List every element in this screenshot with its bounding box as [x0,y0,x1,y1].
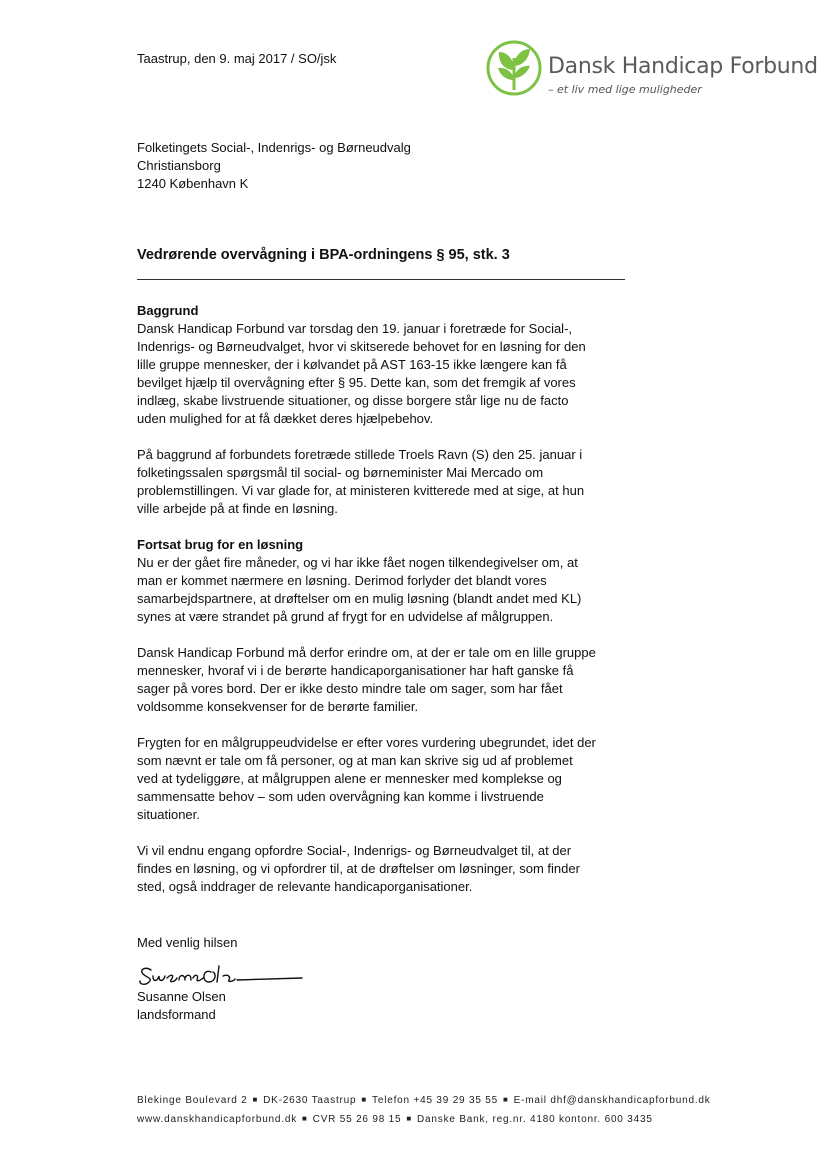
section-heading-baggrund: Baggrund [137,303,199,318]
text-line: Dansk Handicap Forbund var torsdag den 19. januar i foretræde for Social-, [137,321,573,336]
text-line: lille gruppe mennesker, der i kølvandet på AST 163-15 ikke længere kan få [137,357,567,372]
text-line: bevilget hjælp til overvågning efter § 95. Dette kan, som det fremgik af vores [137,375,576,390]
footer-phone: Telefon +45 39 29 35 55 [372,1095,499,1106]
recipient-line: Christiansborg [137,158,221,173]
text-line: synes at være strandet på grund af frygt for en udvidelse af målgruppen. [137,609,554,624]
footer-address: Blekinge Boulevard 2 [137,1095,248,1106]
separator-icon: ■ [406,1114,413,1123]
recipient-line: 1240 København K [137,176,249,191]
text-line: uden mulighed for at få dækket deres hjælpebehov. [137,411,434,426]
text-line: sted, også inddrager de relevante handicaporganisationer. [137,879,473,894]
recipient-address [137,139,411,193]
text-line: folketingssalen spørgsmål til social- og børneminister Mai Mercado om [137,465,544,480]
organization-logo [486,40,818,100]
text-line: som nævnt er tale om få personer, og at man kan skrive sig ud af problemet [137,753,573,768]
footer-website[interactable]: www.danskhandicapforbund.dk [137,1114,298,1125]
text-line: Frygten for en målgruppeudvidelse er efter vores vurdering ubegrundet, idet der [137,735,596,750]
recipient-line: Folketingets Social-, Indenrigs- og Børneudvalg [137,140,411,155]
footer-line-2 [137,1114,653,1125]
separator-icon: ■ [252,1095,259,1104]
text-line: Nu er der gået fire måneder, og vi har ikke fået nogen tilkendegivelser om, at [137,555,578,570]
text-line: man er kommet nærmere en løsning. Derimod forlyder det blandt vores [137,573,547,588]
text-line: problemstillingen. Vi var glade for, at ministeren kvitterede med at sige, at hun [137,483,585,498]
dateline: Taastrup, den 9. maj 2017 / SO/jsk [137,51,337,66]
letter-body [137,302,637,914]
section-heading-fortsat: Fortsat brug for en løsning [137,537,304,552]
text-line: voldsomme konsekvenser for de berørte familier. [137,699,419,714]
text-line: mennesker, hvoraf vi i de berørte handicaporganisationer har haft ganske få [137,663,574,678]
paragraph-1 [137,320,637,428]
handwritten-signature [137,962,307,988]
footer-cvr: CVR 55 26 98 15 [312,1114,402,1125]
text-line: På baggrund af forbundets foretræde stillede Troels Ravn (S) den 25. januar i [137,447,583,462]
text-line: samarbejdspartnere, at drøftelser om en mulig løsning (blandt andet med KL) [137,591,582,606]
separator-icon: ■ [503,1095,509,1104]
paragraph-3 [137,554,637,626]
letter-subject: Vedrørende overvågning i BPA-ordningens § 95, stk. 3 [137,247,510,263]
footer-line-1 [137,1095,711,1106]
text-line: indlæg, skabe livstruende situationer, og disse borgere står lige nu de facto [137,393,569,408]
footer-city: DK-2630 Taastrup [263,1095,357,1106]
text-line: ved at tydeliggøre, at målgruppen alene er mennesker med komplekse og [137,771,562,786]
paragraph-5 [137,734,637,824]
text-line: situationer. [137,807,200,822]
text-line: ville arbejde på at finde en løsning. [137,501,338,516]
text-line: Vi vil endnu engang opfordre Social-, Indenrigs- og Børneudvalget til, at der [137,843,572,858]
footer-bank: Danske Bank, reg.nr. 4180 kontonr. 600 3435 [417,1114,653,1125]
leaf-logo-icon [486,40,542,96]
subject-divider [137,279,625,280]
separator-icon: ■ [302,1114,308,1123]
text-line: Indenrigs- og Børneudvalget, hvor vi skitserede behovet for en løsning for den [137,339,586,354]
signer-title: landsformand [137,1007,216,1022]
logo-name: Dansk Handicap Forbund [548,54,818,79]
text-line: Dansk Handicap Forbund må derfor erindre om, at der er tale om en lille gruppe [137,645,596,660]
signer-block [137,988,226,1024]
paragraph-2 [137,446,637,518]
paragraph-4 [137,644,637,716]
logo-tagline: – et liv med lige muligheder [548,83,702,96]
signer-name: Susanne Olsen [137,989,226,1004]
closing-greeting: Med venlig hilsen [137,935,238,950]
paragraph-6 [137,842,637,896]
footer-email[interactable]: E-mail dhf@danskhandicapforbund.dk [513,1095,711,1106]
text-line: sammensatte behov – som uden overvågning kan komme i livstruende [137,789,544,804]
text-line: findes en løsning, og vi opfordrer til, at de drøftelser om løsninger, som finder [137,861,580,876]
text-line: sager på vores bord. Der er ikke desto mindre tale om sager, som har fået [137,681,563,696]
separator-icon: ■ [361,1095,368,1104]
